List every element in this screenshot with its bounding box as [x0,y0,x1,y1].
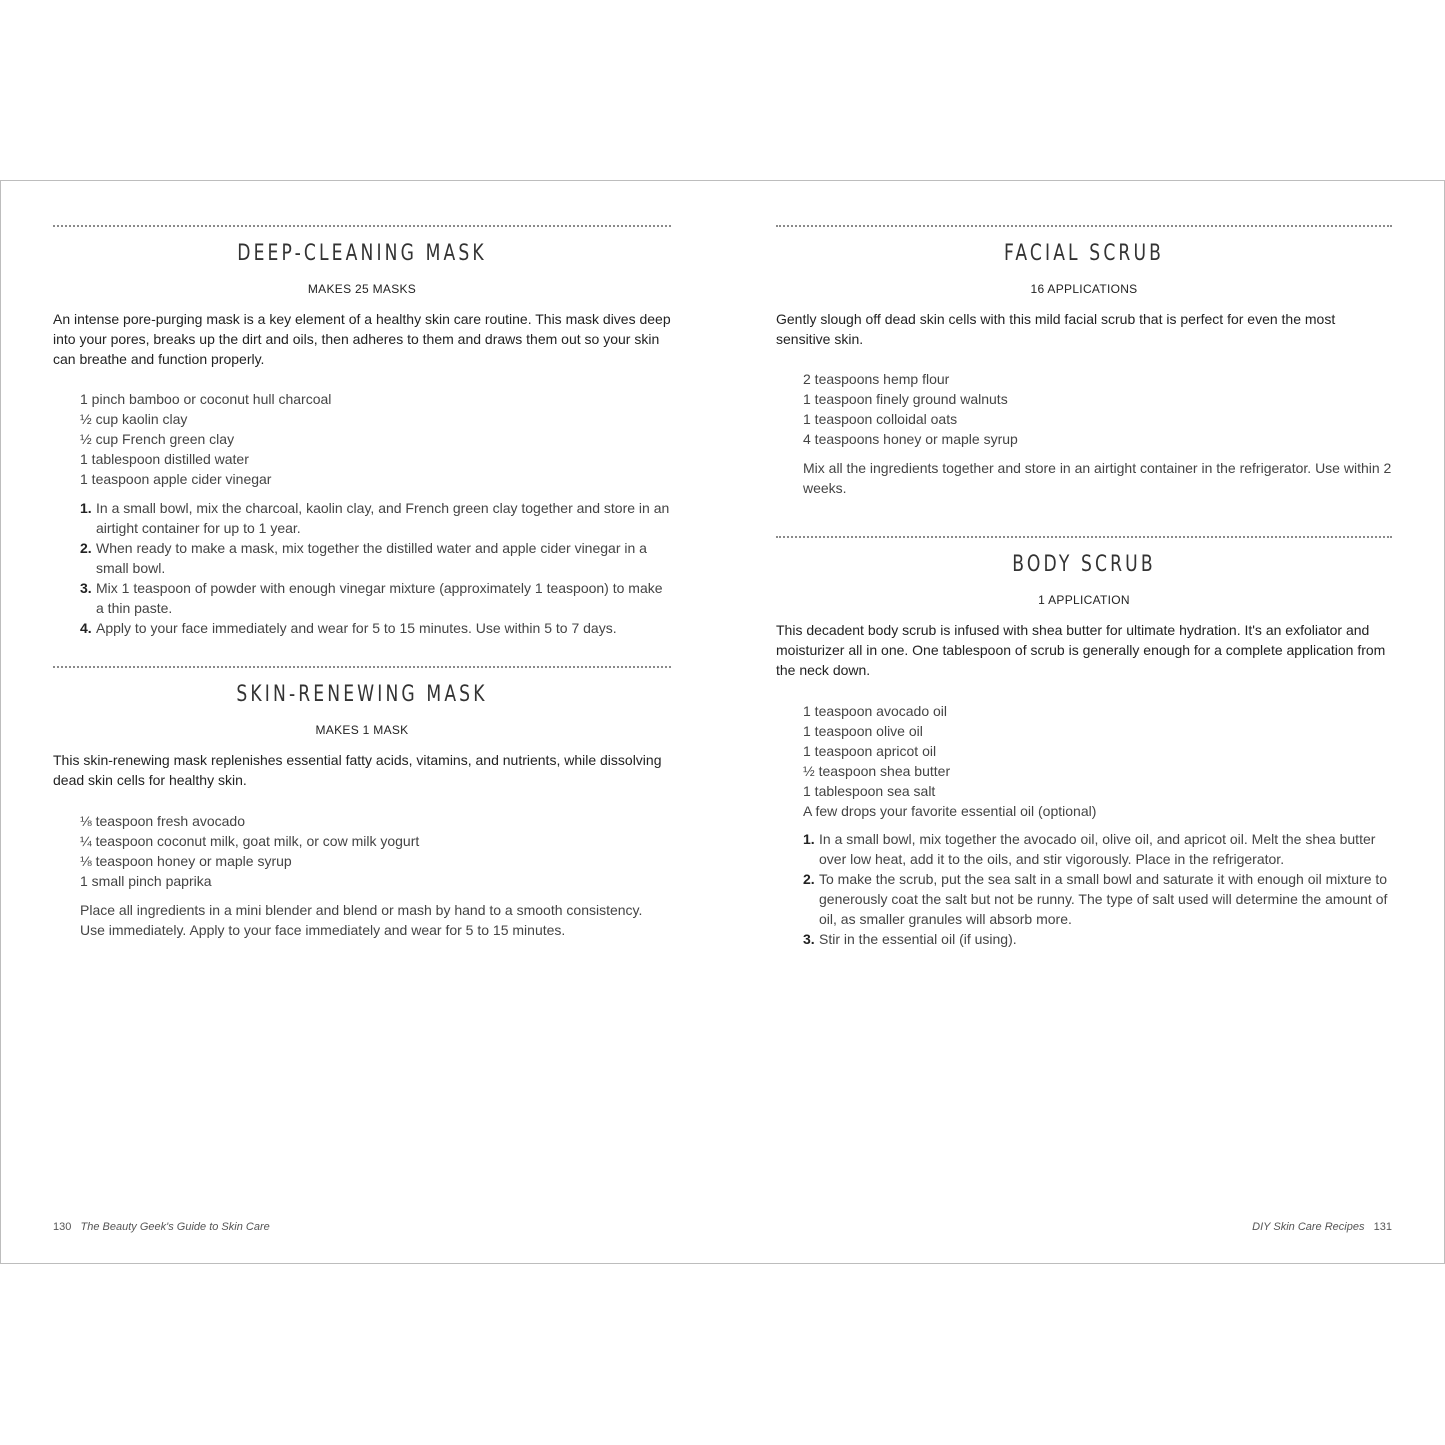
section-divider [776,536,1392,538]
ingredient-item: A few drops your favorite essential oil (optional) [803,803,1097,819]
recipe-yield: MAKES 1 MASK [315,723,409,737]
step-number: 2. [80,540,92,556]
step-list [80,498,671,638]
section-divider [776,225,1392,227]
recipe-intro: Gently slough off dead skin cells with this mild facial scrub that is perfect for even the most sensitive skin. [776,311,1336,347]
running-title: DIY Skin Care Recipes [1252,1221,1365,1233]
step-item [803,929,1392,949]
recipe-yield: 16 APPLICATIONS [1030,282,1138,296]
recipe-title-body-scrub: BODY SCRUB [1012,552,1156,577]
page-number: 130 [53,1221,72,1233]
ingredient-item: ½ cup French green clay [80,431,235,447]
step-number: 4. [80,620,92,636]
ingredient-item: ⅛ teaspoon fresh avocado [80,813,246,829]
step-text: Apply to your face immediately and wear for 5 to 15 minutes. Use within 5 to 7 days. [96,620,617,636]
step-item [80,578,671,618]
page-footer-left [53,1221,270,1233]
ingredient-item: 1 small pinch paprika [80,873,212,889]
step-item [80,538,671,578]
step-text: In a small bowl, mix together the avocado oil, olive oil, and apricot oil. Melt the shea butter over low heat, add it to the oils, and stir vigorously. Place in the refrigerator. [819,831,1376,867]
recipe-yield: MAKES 25 MASKS [307,282,417,296]
step-number: 1. [803,831,815,847]
ingredient-item: 1 pinch bamboo or coconut hull charcoal [80,391,332,407]
step-text: To make the scrub, put the sea salt in a small bowl and saturate it with enough oil mixture to generously coat the salt but not be runny. The type of salt used will determine the amount of oil, as smaller granules will absorb more. [819,871,1388,927]
ingredient-item: ¼ teaspoon coconut milk, goat milk, or cow milk yogurt [80,833,420,849]
page-footer-right [1252,1221,1392,1233]
step-item [80,618,671,638]
page-number: 131 [1373,1221,1392,1233]
step-text: In a small bowl, mix the charcoal, kaolin clay, and French green clay together and store in an airtight container for up to 1 year. [96,500,670,536]
ingredient-list [80,811,671,891]
ingredient-list [80,389,671,489]
step-text: When ready to make a mask, mix together the distilled water and apple cider vinegar in a small bowl. [96,540,647,576]
ingredient-item: 4 teaspoons honey or maple syrup [803,431,1018,447]
step-number: 2. [803,871,815,887]
step-number: 1. [80,500,92,516]
step-number: 3. [80,580,92,596]
ingredient-item: ⅛ teaspoon honey or maple syrup [80,853,292,869]
step-text: Mix 1 teaspoon of powder with enough vinegar mixture (approximately 1 teaspoon) to make a thin paste. [96,580,663,616]
recipe-yield: 1 APPLICATION [1038,593,1130,607]
running-title: The Beauty Geek's Guide to Skin Care [80,1221,270,1233]
section-divider [53,666,671,668]
ingredient-item: 1 tablespoon distilled water [80,451,249,467]
step-item [80,498,671,538]
recipe-title-skin-renewing: SKIN-RENEWING MASK [236,682,488,707]
ingredient-item: 1 teaspoon olive oil [803,723,923,739]
step-text: Stir in the essential oil (if using). [819,931,1017,947]
recipe-intro: An intense pore-purging mask is a key element of a healthy skin care routine. This mask dives deep into your pores, breaks up the dirt and oils, then adheres to them and draws them out so your skin can breathe and function properly. [53,311,671,367]
step-list [803,829,1392,949]
ingredient-item: 1 teaspoon apple cider vinegar [80,471,272,487]
ingredient-item: 1 tablespoon sea salt [803,783,936,799]
ingredient-item: ½ teaspoon shea butter [803,763,951,779]
step-number: 3. [803,931,815,947]
ingredient-item: 1 teaspoon finely ground walnuts [803,391,1008,407]
recipe-title-deep-cleaning: DEEP-CLEANING MASK [237,241,487,266]
right-page [776,181,1392,1263]
ingredient-item: 1 teaspoon avocado oil [803,703,947,719]
ingredient-item: 1 teaspoon apricot oil [803,743,937,759]
ingredient-item: 2 teaspoons hemp flour [803,371,950,387]
recipe-instructions: Mix all the ingredients together and store in an airtight container in the refrigerator. Use within 2 weeks. [803,460,1392,496]
ingredient-item: ½ cup kaolin clay [80,411,188,427]
book-spread [0,180,1445,1264]
ingredient-list [803,369,1392,449]
recipe-intro: This skin-renewing mask replenishes essential fatty acids, vitamins, and nutrients, while dissolving dead skin cells for healthy skin. [53,752,662,788]
left-page [53,181,671,1263]
recipe-intro: This decadent body scrub is infused with shea butter for ultimate hydration. It's an exfoliator and moisturizer all in one. One tablespoon of scrub is generally enough for a complete application from the neck down. [776,622,1386,678]
recipe-instructions: Place all ingredients in a mini blender and blend or mash by hand to a smooth consistency. Use immediately. Apply to your face immediately and wear for 5 to 15 minutes. [80,902,643,938]
step-item [803,829,1392,869]
section-divider [53,225,671,227]
recipe-title-facial-scrub: FACIAL SCRUB [1003,241,1165,266]
ingredient-item: 1 teaspoon colloidal oats [803,411,958,427]
step-item [803,869,1392,929]
ingredient-list [803,701,1392,821]
